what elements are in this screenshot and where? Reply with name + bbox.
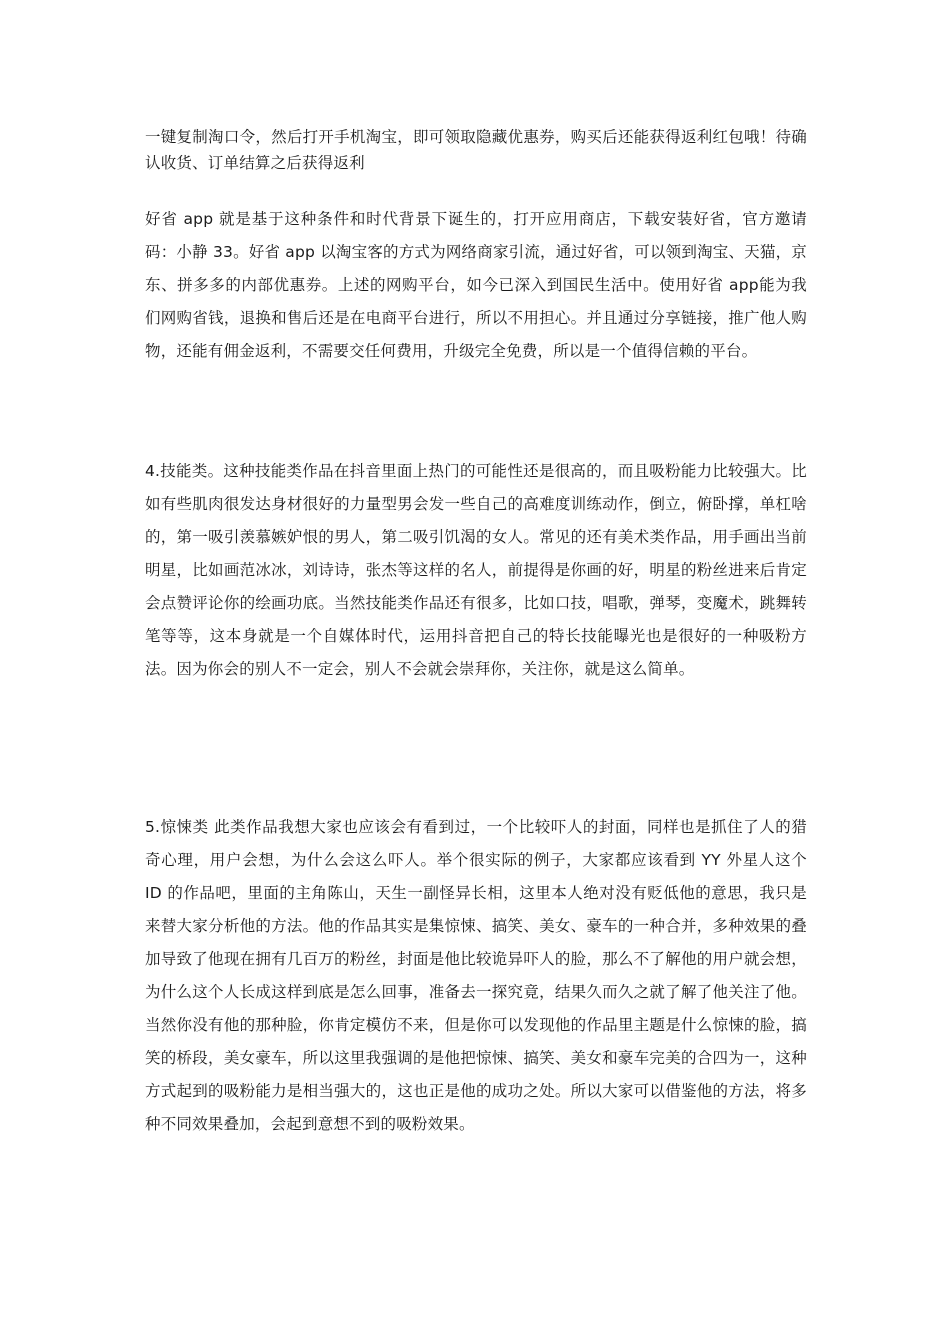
paragraph-haosheng-app: 好省 app 就是基于这种条件和时代背景下诞生的，打开应用商店，下载安装好省，官方邀请码：小静 33。好省 app 以淘宝客的方式为网络商家引流，通过好省，可以领到淘宝、天猫，京东、拼多多的内部优惠券。上述的网购平台，如今已深入到国民生活中。使用好省 app能为我们网购省钱，退换和售后还是在电商平台进行，所以不用担心。并且通过分享链接，推广他人购物，还能有佣金返利，不需要交任何费用，升级完全免费，所以是一个值得信赖的平台。 bbox=[145, 210, 807, 360]
paragraph-skill-category: 4.技能类。这种技能类作品在抖音里面上热门的可能性还是很高的，而且吸粉能力比较强大。比如有些肌肉很发达身材很好的力量型男会发一些自己的高难度训练动作，倒立，俯卧撑，单杠啥的，第一吸引羡慕嫉妒恨的男人，第二吸引饥渴的女人。常见的还有美术类作品，用手画出当前明星，比如画范冰冰，刘诗诗，张杰等这样的名人，前提得是你画的好，明星的粉丝进来后肯定会点赞评论你的绘画功底。当然技能类作品还有很多，比如口技，唱歌，弹琴，变魔术，跳舞转笔等等，这本身就是一个自媒体时代，运用抖音把自己的特长技能曝光也是很好的一种吸粉方法。因为你会的别人不一定会，别人不会就会崇拜你，关注你，就是这么简单。 bbox=[145, 462, 807, 678]
paragraph-rebate-instructions: 一键复制淘口令，然后打开手机淘宝，即可领取隐藏优惠券，购买后还能获得返利红包哦！待确认收货、订单结算之后获得返利 bbox=[145, 128, 807, 172]
paragraph-thriller-category: 5.惊悚类 此类作品我想大家也应该会有看到过，一个比较吓人的封面，同样也是抓住了人的猎奇心理，用户会想，为什么会这么吓人。举个很实际的例子，大家都应该看到 YY 外星人这个 ID 的作品吧，里面的主角陈山，天生一副怪异长相，这里本人绝对没有贬低他的意思，我只是来替大家分析他的方法。他的作品其实是集惊悚、搞笑、美女、豪车的一种合并，多种效果的叠加导致了他现在拥有几百万的粉丝，封面是他比较诡异吓人的脸，那么不了解他的用户就会想，为什么这个人长成这样到底是怎么回事，准备去一探究竟，结果久而久之就了解了他关注了他。当然你没有他的那种脸，你肯定模仿不来，但是你可以发现他的作品里主题是什么惊悚的脸，搞笑的桥段，美女豪车，所以这里我强调的是他把惊悚、搞笑、美女和豪车完美的合四为一，这种方式起到的吸粉能力是相当强大的，这也正是他的成功之处。所以大家可以借鉴他的方法，将多种不同效果叠加，会起到意想不到的吸粉效果。 bbox=[145, 818, 807, 1133]
